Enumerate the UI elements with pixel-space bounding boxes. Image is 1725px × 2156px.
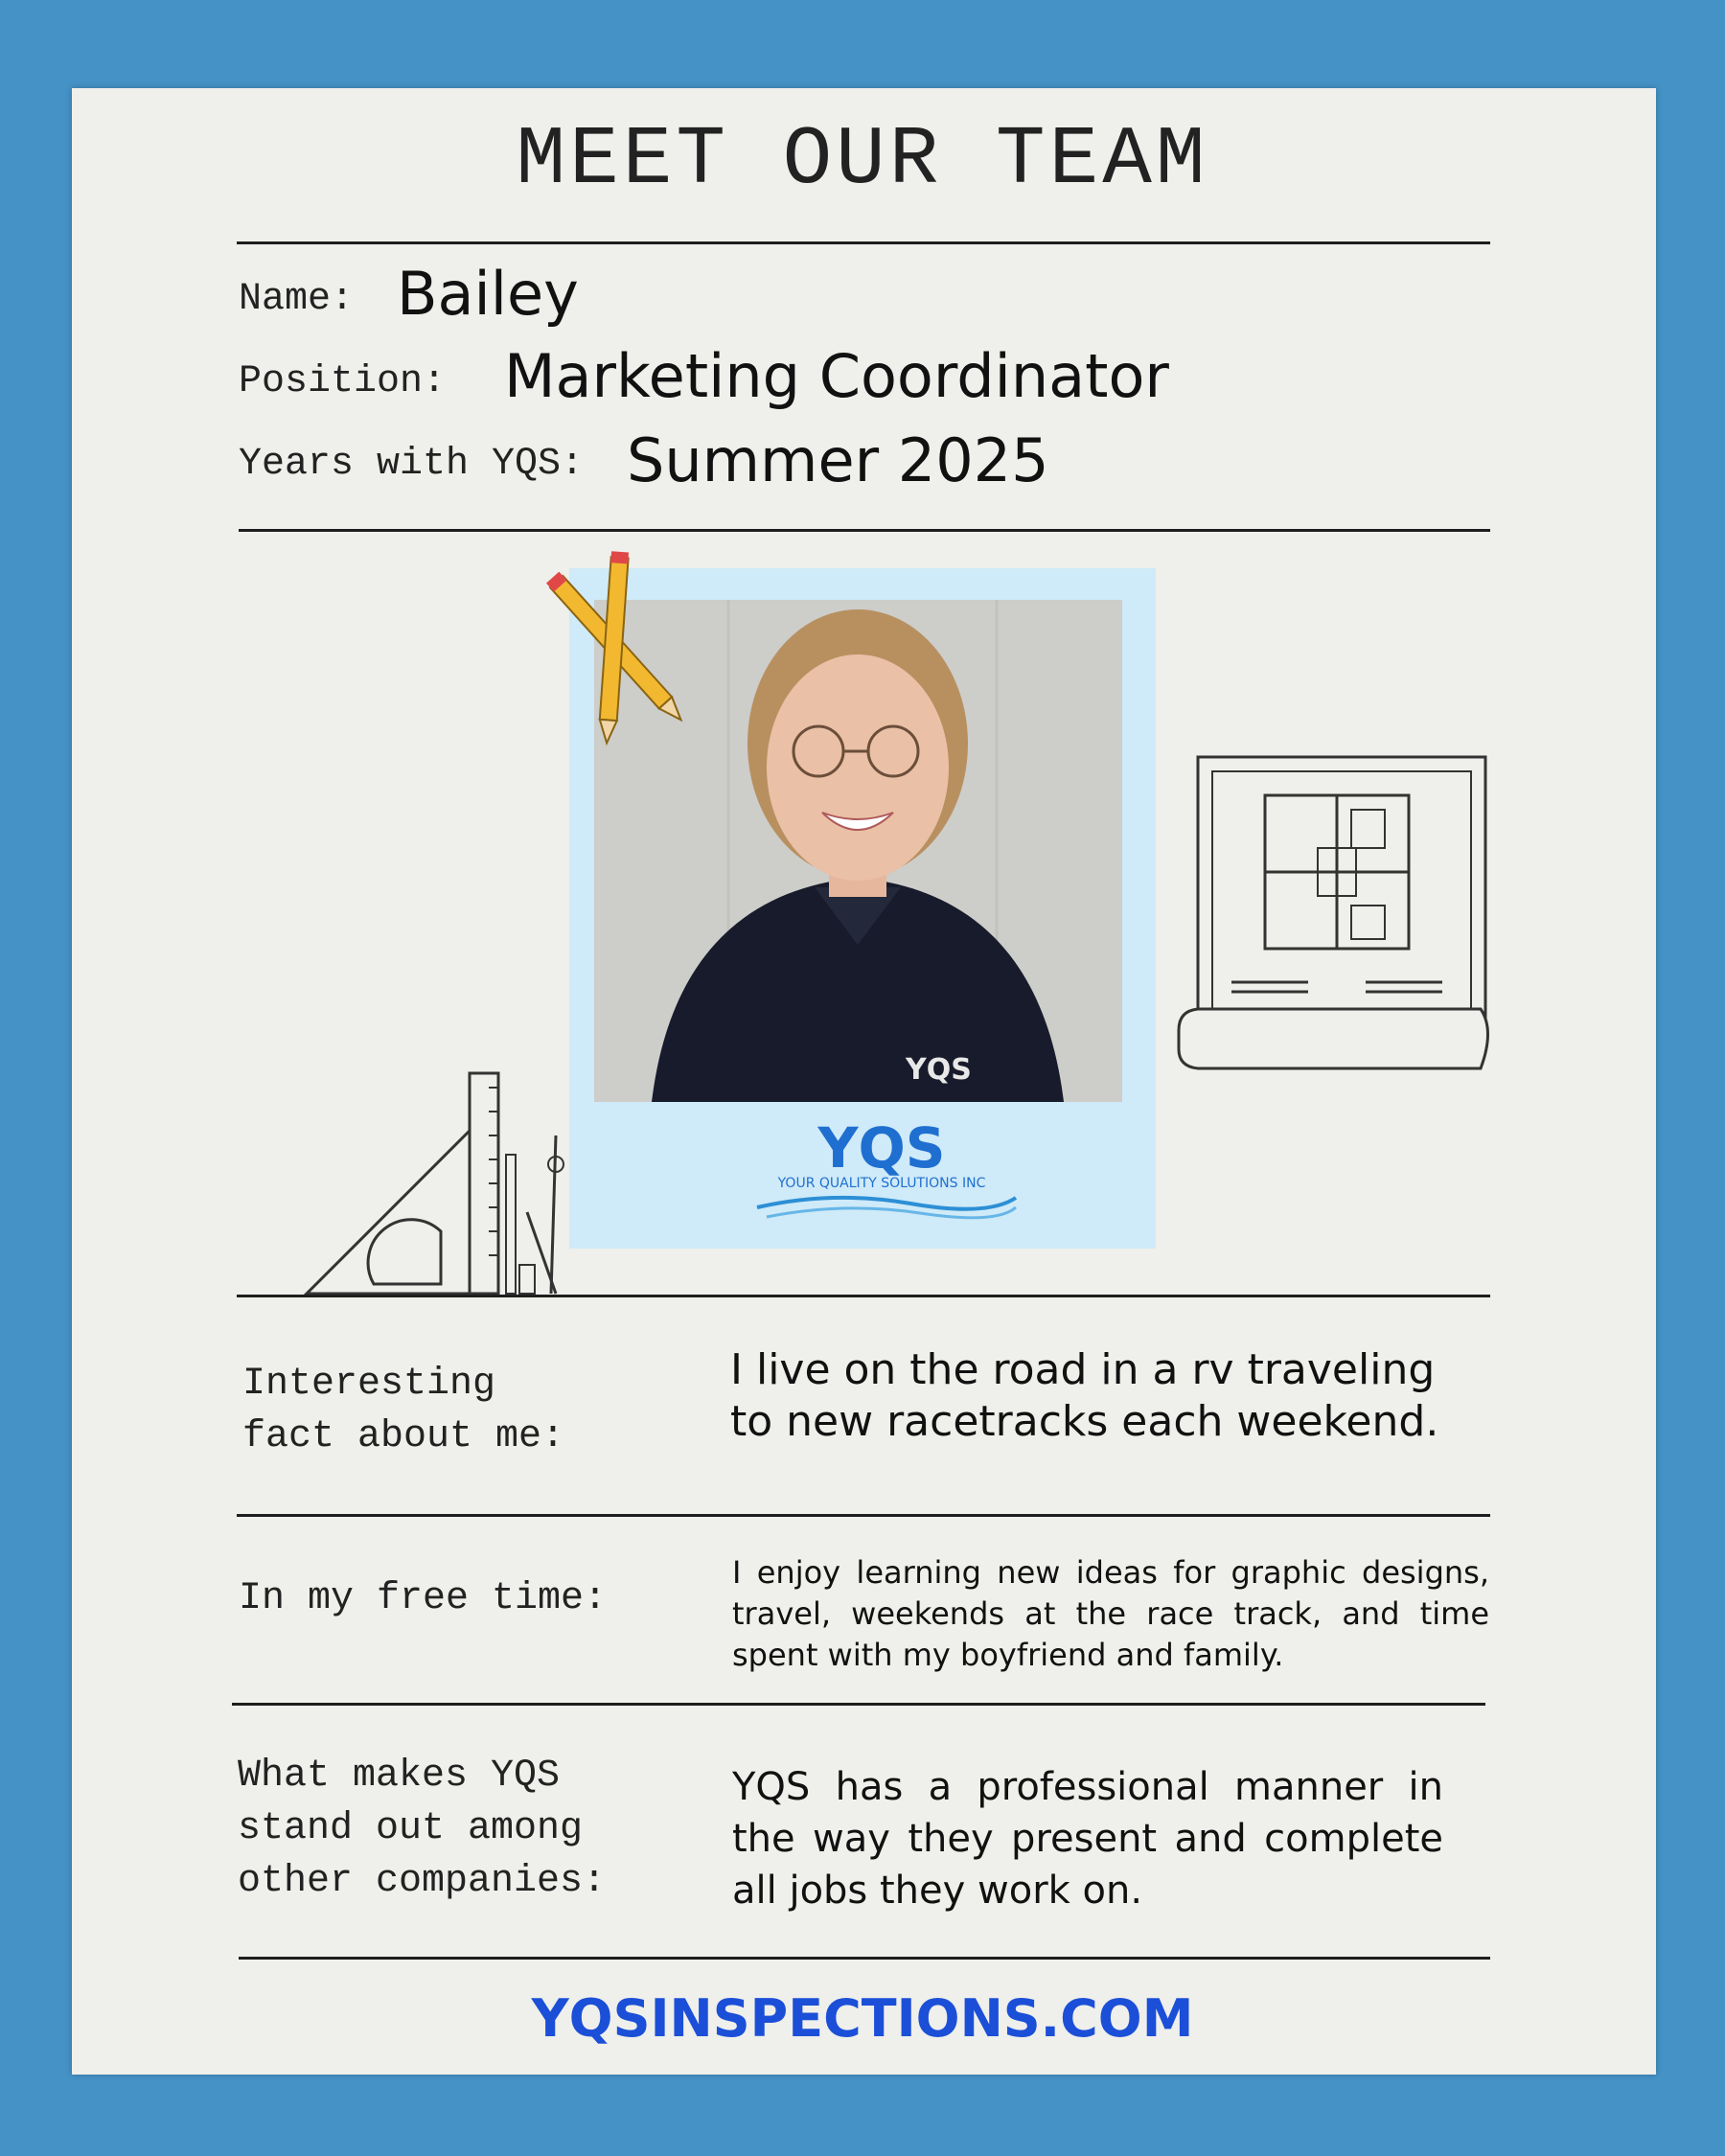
position-label: Position: — [239, 360, 447, 403]
fact-line-1: I live on the road in a rv traveling — [730, 1345, 1436, 1394]
name-label: Name: — [239, 278, 355, 321]
divider — [239, 529, 1490, 532]
position-value: Marketing Coordinator — [504, 341, 1169, 411]
logo-tagline: YOUR QUALITY SOLUTIONS INC — [777, 1176, 986, 1191]
pencils-icon — [541, 548, 695, 749]
drafting-tools-icon — [297, 1068, 575, 1298]
divider — [237, 1295, 1490, 1297]
divider — [232, 1703, 1485, 1706]
logo-wordmark: YQS — [817, 1119, 946, 1181]
stand-out-label-line-1: What makes YQS — [238, 1755, 561, 1798]
page-title: MEET OUR TEAM — [516, 113, 1209, 207]
blueprint-icon — [1174, 752, 1495, 1078]
stand-out-text: YQS has a professional manner in the way they present and complete all jobs they work on. — [732, 1765, 1443, 1913]
name-value: Bailey — [397, 259, 579, 329]
divider — [237, 241, 1490, 244]
free-time-text: I enjoy learning new ideas for graphic designs, travel, weekends at the race track, and time spent with my boyfriend and family. — [732, 1554, 1489, 1673]
website-link[interactable]: YQSINSPECTIONS.COM — [531, 1988, 1194, 2049]
fact-label-line-1: Interesting — [242, 1363, 496, 1406]
years-label: Years with YQS: — [239, 443, 585, 486]
svg-text:YQS: YQS — [906, 1053, 972, 1087]
divider — [237, 1514, 1490, 1517]
stand-out-label-line-2: stand out among — [238, 1807, 584, 1850]
fact-line-2: to new racetracks each weekend. — [730, 1397, 1439, 1446]
stand-out-label-line-3: other companies: — [238, 1860, 607, 1903]
divider — [239, 1957, 1490, 1960]
fact-label-line-2: fact about me: — [242, 1415, 565, 1458]
yqs-logo — [728, 1119, 1035, 1225]
years-value: Summer 2025 — [627, 425, 1049, 495]
free-time-label: In my free time: — [239, 1577, 608, 1620]
